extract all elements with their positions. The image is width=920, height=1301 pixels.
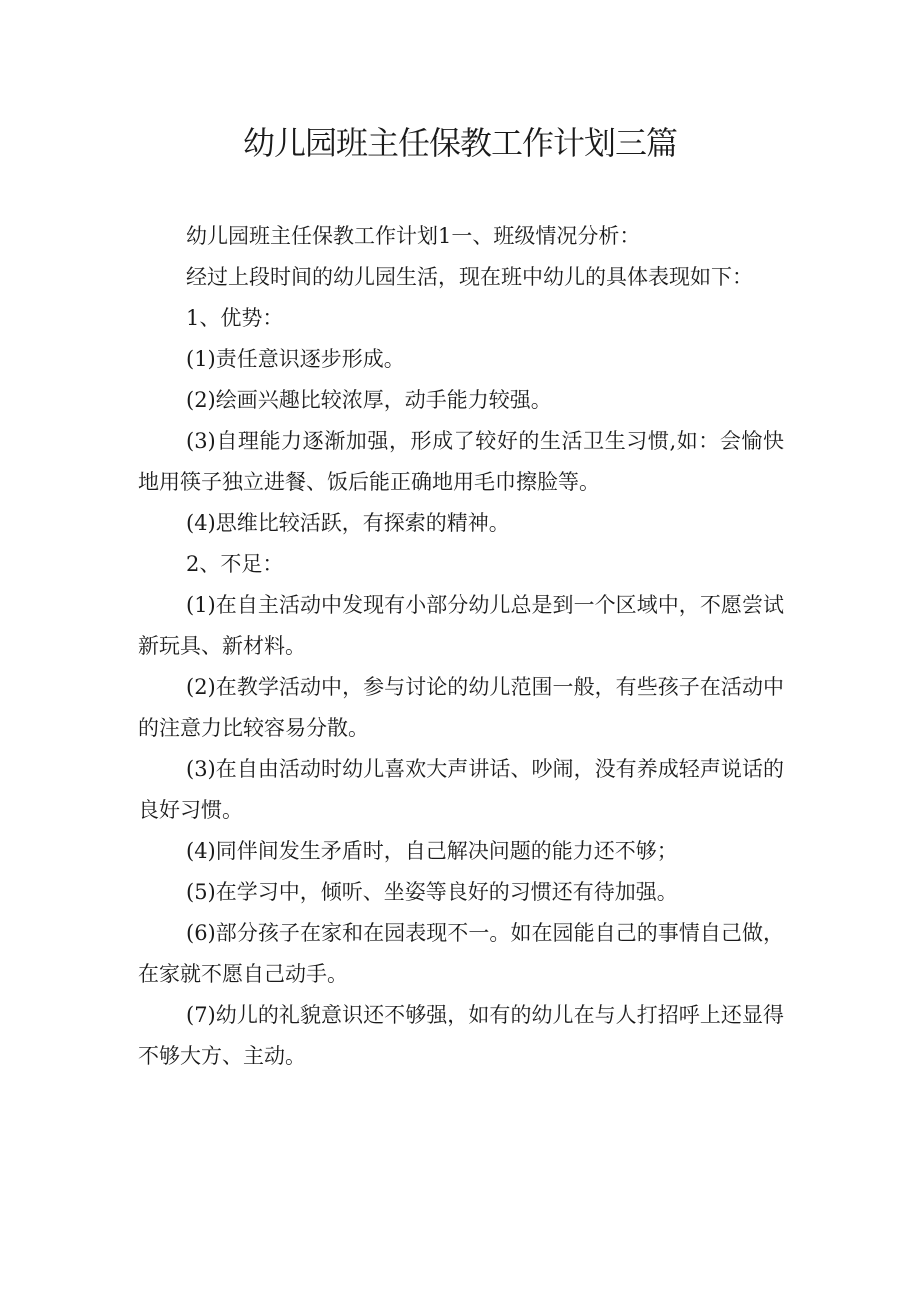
heading-strengths: 1、优势： [186,306,284,330]
strength-item-2: (2)绘画兴趣比较浓厚，动手能力较强。 [186,388,552,412]
heading-weaknesses: 2、不足： [186,552,284,576]
paragraph-overview: 经过上段时间的幼儿园生活，现在班中幼儿的具体表现如下： [186,265,753,289]
strength-item-3: (3)自理能力逐渐加强，形成了较好的生活卫生习惯,如：会愉快地用筷子独立进餐、饭后能正确地用毛巾擦脸等。 [138,429,784,494]
strength-item-1: (1)责任意识逐步形成。 [186,347,405,371]
weakness-item-5: (5)在学习中，倾听、坐姿等良好的习惯还有待加强。 [186,880,678,904]
weakness-item-6: (6)部分孩子在家和在园表现不一。如在园能自己的事情自己做，在家就不愿自己动手。 [138,921,784,986]
weakness-item-4: (4)同伴间发生矛盾时，自己解决问题的能力还不够； [186,839,678,863]
document-body [138,216,784,1077]
weakness-item-3: (3)在自由活动时幼儿喜欢大声讲话、吵闹，没有养成轻声说话的良好习惯。 [138,757,784,822]
weakness-item-2: (2)在教学活动中，参与讨论的幼儿范围一般，有些孩子在活动中的注意力比较容易分散。 [138,675,784,740]
weakness-item-1: (1)在自主活动中发现有小部分幼儿总是到一个区域中，不愿尝试新玩具、新材料。 [138,593,784,658]
strength-item-4: (4)思维比较活跃，有探索的精神。 [186,511,510,535]
paragraph-plan-intro: 幼儿园班主任保教工作计划1一、班级情况分析： [186,224,641,248]
weakness-item-7: (7)幼儿的礼貌意识还不够强，如有的幼儿在与人打招呼上还显得不够大方、主动。 [138,1003,784,1068]
document-title: 幼儿园班主任保教工作计划三篇 [242,124,677,162]
